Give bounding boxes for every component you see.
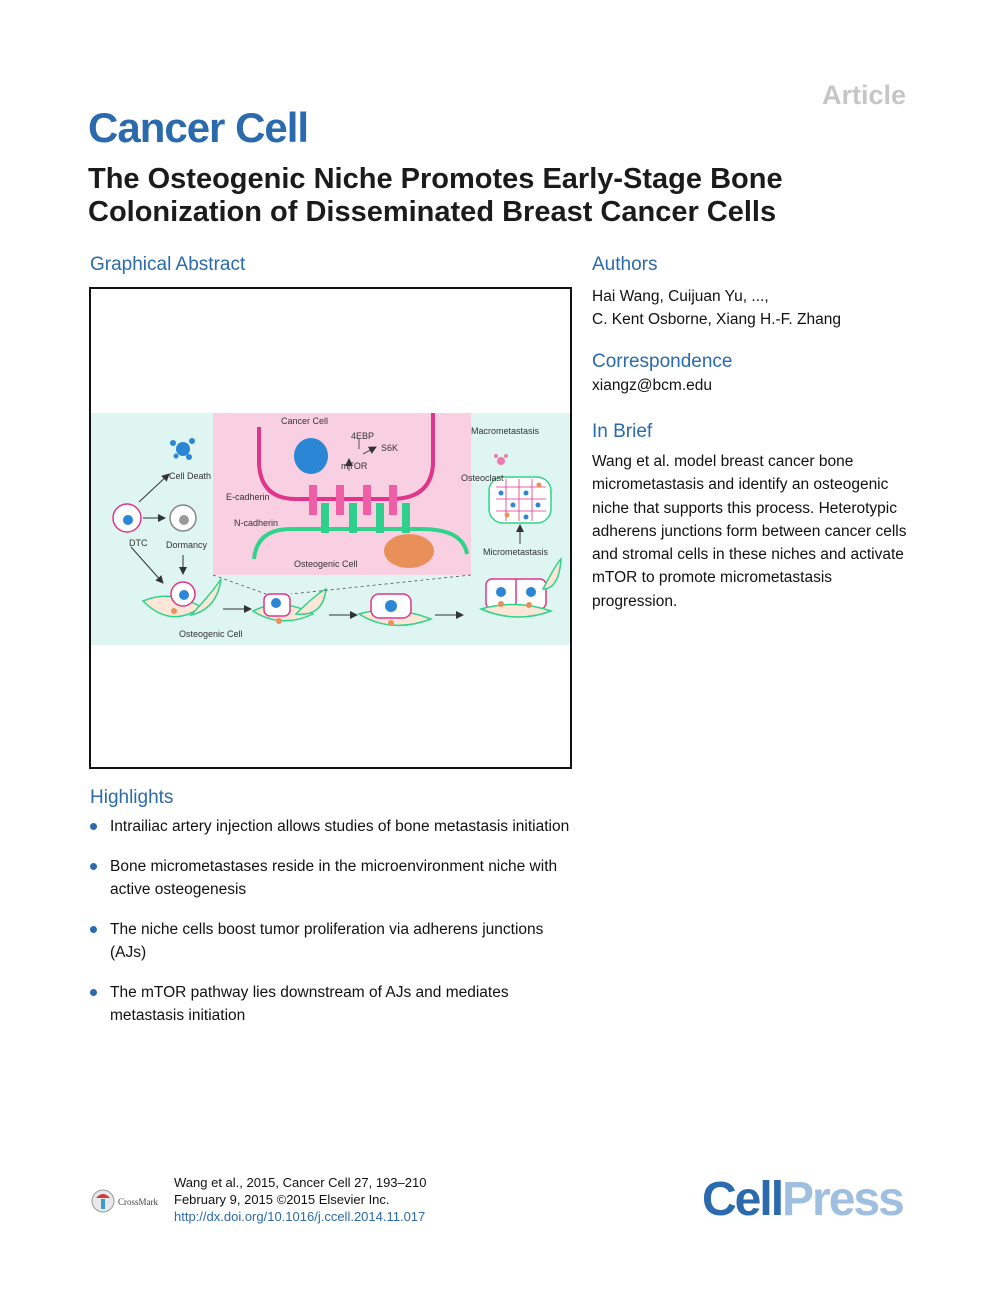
highlight-item [90, 981, 580, 1027]
e-cadherin-bar [309, 485, 317, 515]
authors-list [592, 285, 932, 331]
dormancy-label: Dormancy [166, 540, 208, 550]
authors-line-2: C. Kent Osborne, Xiang H.-F. Zhang [592, 311, 841, 328]
bullet-icon [90, 989, 97, 996]
citation-line: Wang et al., 2015, Cancer Cell 27, 193–210 [174, 1175, 427, 1190]
n-cadherin-bar [321, 503, 329, 533]
in-brief-text: Wang et al. model breast cancer bone micrometastasis and identify an osteogenic niche that supports this process. Heterotypic adherens junctions form between cancer cells and stromal cells in these niches and activate mTOR to promote micrometastasis progression. [592, 453, 907, 610]
highlight-item [90, 815, 580, 838]
article-type-label: Article [821, 80, 906, 110]
micrometastasis-label: Micrometastasis [483, 547, 549, 557]
authors-heading: Authors [592, 254, 658, 275]
dtc-label: DTC [129, 538, 148, 548]
doi-link[interactable]: http://dx.doi.org/10.1016/j.ccell.2014.11.017 [174, 1209, 426, 1224]
dormant-nucleus [179, 515, 189, 525]
e-cadherin-bar [336, 485, 344, 515]
cancer-nucleus [294, 438, 328, 474]
n-cadherin-bar [402, 503, 410, 533]
authors-line-1: Hai Wang, Cuijuan Yu, ..., [592, 288, 769, 305]
article-title: The Osteogenic Niche Promotes Early-Stage Bone Colonization of Disseminated Breast Cancer Cells [88, 163, 783, 228]
n-cadherin-bar [349, 503, 357, 533]
bullet-icon [90, 863, 97, 870]
e-cadherin-label: E-cadherin [226, 492, 270, 502]
osteogenic-cell-label: Osteogenic Cell [179, 629, 243, 639]
mtor-label: mTOR [341, 461, 368, 471]
cellpress-press: Press [782, 1173, 903, 1226]
cellpress-cell: Cell [702, 1173, 783, 1226]
e-cadherin-bar [363, 485, 371, 515]
graphical-abstract-figure [89, 287, 572, 769]
highlights-list [90, 815, 580, 1044]
cellpress-logo [702, 1172, 903, 1227]
correspondence-email[interactable]: xiangz@bcm.edu [592, 377, 712, 394]
citation-footer [174, 1174, 426, 1225]
osteogenic-cell-inner-label: Osteogenic Cell [294, 559, 358, 569]
bullet-icon [90, 823, 97, 830]
cell-death-label: Cell Death [169, 471, 212, 481]
crossmark-logo[interactable] [90, 1186, 170, 1216]
graphical-abstract-heading: Graphical Abstract [90, 254, 246, 275]
graphical-abstract-svg [91, 289, 570, 767]
highlights-heading: Highlights [90, 787, 174, 808]
in-brief-heading: In Brief [592, 421, 653, 442]
journal-name: Cancer Cell [88, 104, 309, 151]
macrometastasis-label: Macrometastasis [471, 426, 540, 436]
highlight-item [90, 855, 580, 901]
s6k-label: S6K [381, 443, 399, 453]
correspondence-heading: Correspondence [592, 351, 733, 372]
ebp-label: 4EBP [351, 431, 375, 441]
dtc-nucleus [123, 515, 133, 525]
highlight-item [90, 918, 580, 964]
e-cadherin-bar [389, 485, 397, 515]
macrometastasis-cluster [489, 477, 551, 523]
highlight-text: Bone micrometastases reside in the microenvironment niche with active osteogenesis [110, 858, 558, 898]
osteoclast-label: Osteoclast [461, 473, 504, 483]
osteogenic-nucleus [384, 534, 434, 568]
highlight-text: The mTOR pathway lies downstream of AJs and mediates metastasis initiation [110, 984, 509, 1024]
crossmark-text: CrossMark [118, 1197, 158, 1207]
cancer-cell-label: Cancer Cell [281, 416, 329, 426]
highlight-text: Intrailiac artery injection allows studies of bone metastasis initiation [110, 818, 570, 835]
highlight-text: The niche cells boost tumor proliferation via adherens junctions (AJs) [110, 921, 544, 961]
bullet-icon [90, 926, 97, 933]
n-cadherin-bar [376, 503, 384, 533]
n-cadherin-label: N-cadherin [234, 518, 279, 528]
date-line: February 9, 2015 ©2015 Elsevier Inc. [174, 1192, 390, 1207]
